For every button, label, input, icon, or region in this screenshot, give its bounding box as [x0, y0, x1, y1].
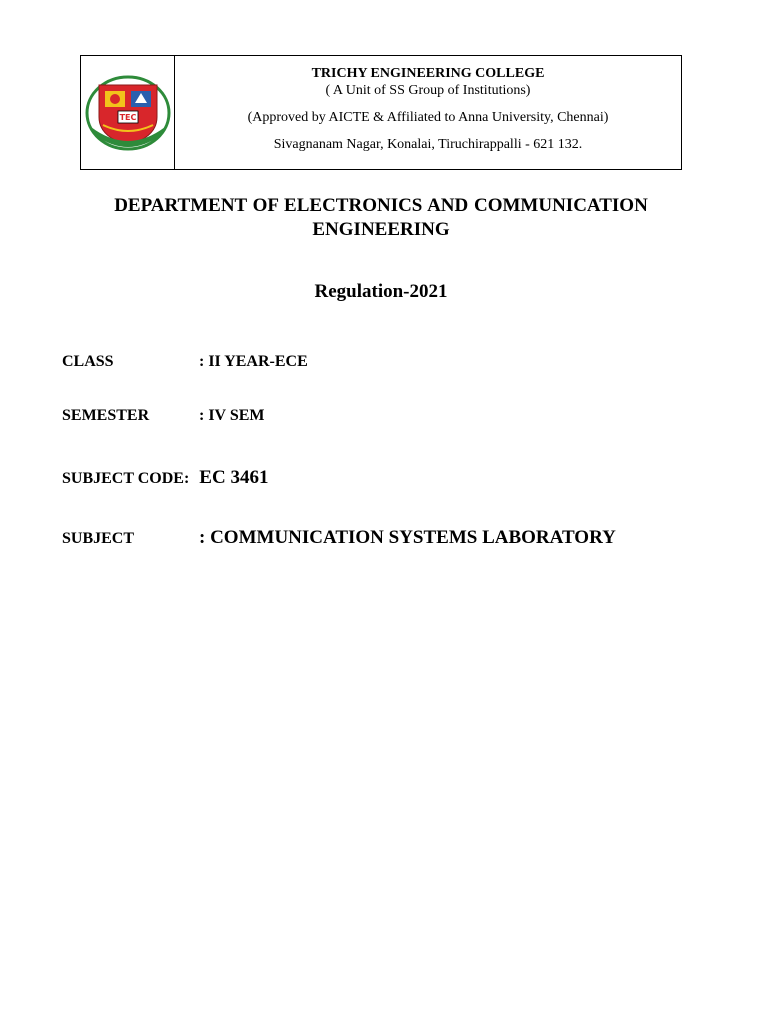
- college-info: [175, 56, 681, 169]
- college-address: Sivagnanam Nagar, Konalai, Tiruchirappalli - 621 132.: [273, 137, 583, 152]
- department-title: [80, 194, 682, 242]
- college-logo-icon: [85, 75, 171, 151]
- department-line-1: DEPARTMENT OF ELECTRONICS AND COMMUNICATION: [114, 195, 648, 216]
- subject-row: [62, 527, 616, 548]
- subject-label: SUBJECT: [62, 530, 135, 547]
- college-unit: ( A Unit of SS Group of Institutions): [325, 83, 531, 98]
- college-name: TRICHY ENGINEERING COLLEGE: [311, 66, 545, 81]
- class-row: [62, 353, 308, 371]
- semester-label: SEMESTER: [62, 407, 150, 424]
- college-approval: (Approved by AICTE & Affiliated to Anna University, Chennai): [247, 110, 609, 125]
- college-header: [80, 55, 682, 170]
- logo-lettering: TEC: [119, 112, 136, 122]
- subject-value-group: [199, 527, 616, 549]
- department-line-2: ENGINEERING: [312, 219, 450, 240]
- subject-code-value: EC 3461: [199, 467, 269, 488]
- regulation-title: Regulation-2021: [314, 281, 448, 302]
- semester-row: [62, 407, 265, 425]
- subject-colon: :: [199, 527, 206, 548]
- class-label: CLASS: [62, 353, 114, 370]
- subject-code-label: SUBJECT CODE:: [62, 470, 190, 487]
- class-value: : II YEAR-ECE: [199, 353, 308, 370]
- logo-cell: [81, 56, 175, 169]
- semester-value: : IV SEM: [199, 407, 265, 424]
- subject-value: COMMUNICATION SYSTEMS LABORATORY: [210, 527, 616, 548]
- subject-code-row: [62, 467, 268, 489]
